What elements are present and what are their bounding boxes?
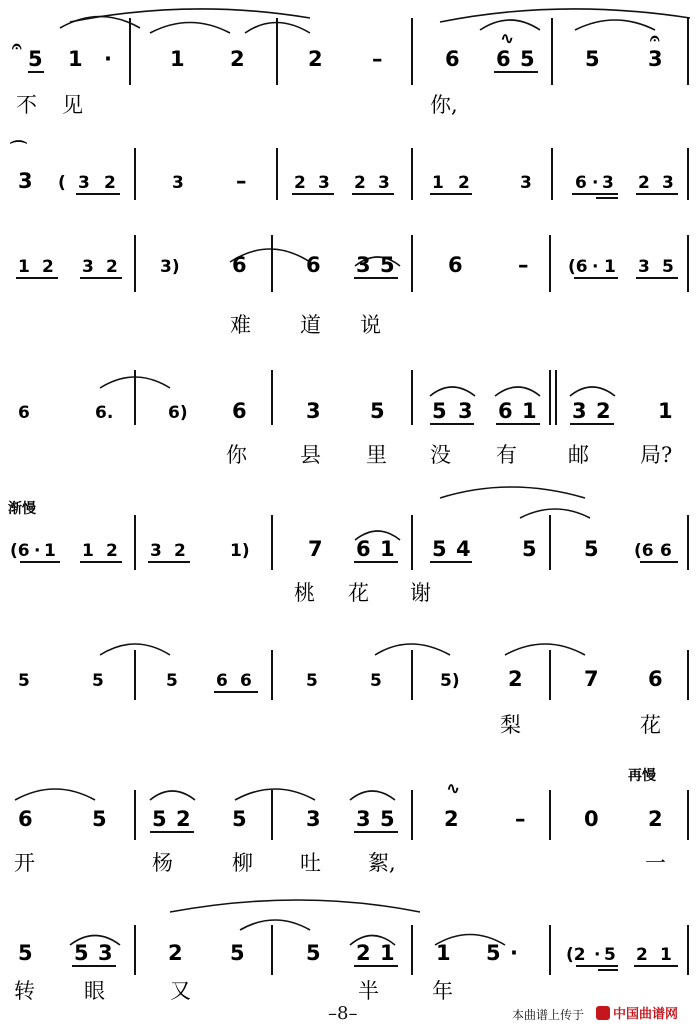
note: 6) [168,403,188,423]
note: 7 [584,667,599,691]
lyric: 没 [430,443,451,467]
note: – [372,47,383,71]
note: 6 [232,399,247,423]
note: 1 [18,257,30,277]
lyric: 柳 [232,851,253,875]
note: 7 [308,537,323,561]
upload-notice: 本曲谱上传于 [512,1008,585,1022]
note: 3) [160,257,180,277]
lyric: 谢 [410,581,431,605]
lyric: 絮, [368,851,396,875]
note: · [510,941,518,965]
lyric: 杨 [152,851,173,875]
note: 5 [662,257,674,277]
note: · [104,47,112,71]
note: 1 [44,541,56,561]
note: (6 [10,541,30,561]
note: 6 [18,403,30,423]
note: 5 [28,47,43,71]
grace-mark: ⌒ [10,140,27,160]
fermata-mark: 𝄐 [650,29,660,49]
note: 5 [370,671,382,691]
note: 2 [294,173,306,193]
note: · [34,541,41,561]
note: 5 [92,671,104,691]
note: 2 [354,173,366,193]
note: 5 [232,807,247,831]
note: 1 [380,941,395,965]
note: 5 [486,941,501,965]
note: 3 [172,173,184,193]
note: (2 [566,945,586,965]
slurs [15,9,690,945]
note: 6 [496,47,511,71]
lyric: 开 [14,851,35,875]
note: 3 [306,399,321,423]
note: 3 [356,253,371,277]
note: 1 [522,399,537,423]
note: 1 [82,541,94,561]
note: 3 [648,47,663,71]
note: 2 [168,941,183,965]
lyric: 你, [430,93,458,117]
mordent-mark: ∿ [500,29,515,49]
note: (6 [568,257,588,277]
note: 5 [380,253,395,277]
note: 5 [230,941,245,965]
note: 1 [432,173,444,193]
note: 6 [306,253,321,277]
note: 5) [440,671,460,691]
note: 1 [658,399,673,423]
row-6 [18,667,663,737]
note: 2 [444,807,459,831]
note: 2 [176,807,191,831]
note: 2 [508,667,523,691]
note: 3 [98,941,113,965]
note: 3 [458,399,473,423]
lyric: 难 [230,313,251,337]
lyric: 有 [496,443,517,467]
row-1 [11,29,663,117]
note: 6 [648,667,663,691]
note: 4 [456,537,471,561]
note: · [592,173,599,193]
note: 1 [604,257,616,277]
note: ( [58,173,66,193]
lyric: 里 [366,443,387,467]
mordent-mark: ∿ [446,779,461,799]
note: 5 [166,671,178,691]
note: · [594,945,601,965]
site-logo[interactable] [596,1003,678,1022]
note: 5 [370,399,385,423]
note: 3 [18,169,33,193]
note: 6 [660,541,672,561]
note: 5 [520,47,535,71]
note: 5 [74,941,89,965]
lyric: 县 [300,443,321,467]
note: 6 [575,173,587,193]
note: 3 [572,399,587,423]
lyric: 不 [16,93,37,117]
note: 3 [520,173,532,193]
note: 1) [230,541,250,561]
note: 1 [436,941,451,965]
note: 3 [78,173,90,193]
lyric: 道 [300,313,321,337]
page-number: –8– [328,1003,358,1024]
lyric: 花 [640,713,661,737]
row-7 [14,767,666,875]
note: 2 [356,941,371,965]
note: 5 [380,807,395,831]
note: 1 [170,47,185,71]
lyric: 眼 [84,979,105,1003]
lyric: 局? [640,443,673,467]
note: 5 [306,671,318,691]
note: 2 [106,541,118,561]
row-5 [7,500,678,605]
lyric: 半 [358,979,379,1003]
note: 5 [522,537,537,561]
note: 0 [584,807,599,831]
note: – [236,169,247,193]
note: – [515,807,526,831]
note: 6 [240,671,252,691]
note: 2 [104,173,116,193]
note: 1 [68,47,83,71]
grace-mark: 𝄐 [12,37,22,57]
note: 6 [448,253,463,277]
note: 6 [216,671,228,691]
note: 2 [42,257,54,277]
note: 2 [596,399,611,423]
note: 3 [378,173,390,193]
note: 1 [660,945,672,965]
note: 3 [638,257,650,277]
note: 5 [18,671,30,691]
row-8 [14,941,678,1003]
note: 5 [585,47,600,71]
lyric: 花 [348,581,369,605]
note: 3 [150,541,162,561]
lyric: 桃 [294,581,315,605]
lyric: 年 [432,979,453,1003]
note: 5 [584,537,599,561]
note: 5 [92,807,107,831]
lyric: 你 [226,443,247,467]
lyric: 邮 [568,443,589,467]
note: 6 [445,47,460,71]
site-name: 中国曲谱网 [613,1007,679,1022]
note: 6 [498,399,513,423]
note: 5 [306,941,321,965]
lyric: 转 [14,979,35,1003]
barlines [130,18,688,975]
note: 3 [82,257,94,277]
note: 2 [458,173,470,193]
note: 2 [230,47,245,71]
note: 3 [306,807,321,831]
lyric: 见 [62,93,83,117]
row-4 [18,399,673,467]
note: 6 [356,537,371,561]
note: 2 [308,47,323,71]
note: 2 [636,945,648,965]
note: 5 [604,945,616,965]
note: 3 [662,173,674,193]
note: 3 [602,173,614,193]
note: – [518,253,529,277]
row-3 [16,253,678,337]
lyric: 吐 [300,851,321,875]
note: 6 [232,253,247,277]
note: 6 [18,807,33,831]
note: 3 [356,807,371,831]
note: 2 [106,257,118,277]
tempo-mark: 渐慢 [8,501,36,517]
note: 5 [432,537,447,561]
note: 5 [152,807,167,831]
lyric: 一 [645,851,666,875]
lyric: 又 [170,979,191,1003]
note: 3 [318,173,330,193]
note: 2 [174,541,186,561]
note: 2 [638,173,650,193]
note: 5 [432,399,447,423]
note: 6. [95,403,114,423]
logo-icon [596,1006,610,1020]
lyric: 说 [360,313,381,337]
tempo-mark: 再慢 [628,768,656,784]
note: 1 [380,537,395,561]
note: 5 [18,941,33,965]
note: (6 [634,541,654,561]
note: 2 [648,807,663,831]
note: · [592,257,599,277]
lyric: 梨 [500,713,521,737]
row-2 [9,139,678,198]
